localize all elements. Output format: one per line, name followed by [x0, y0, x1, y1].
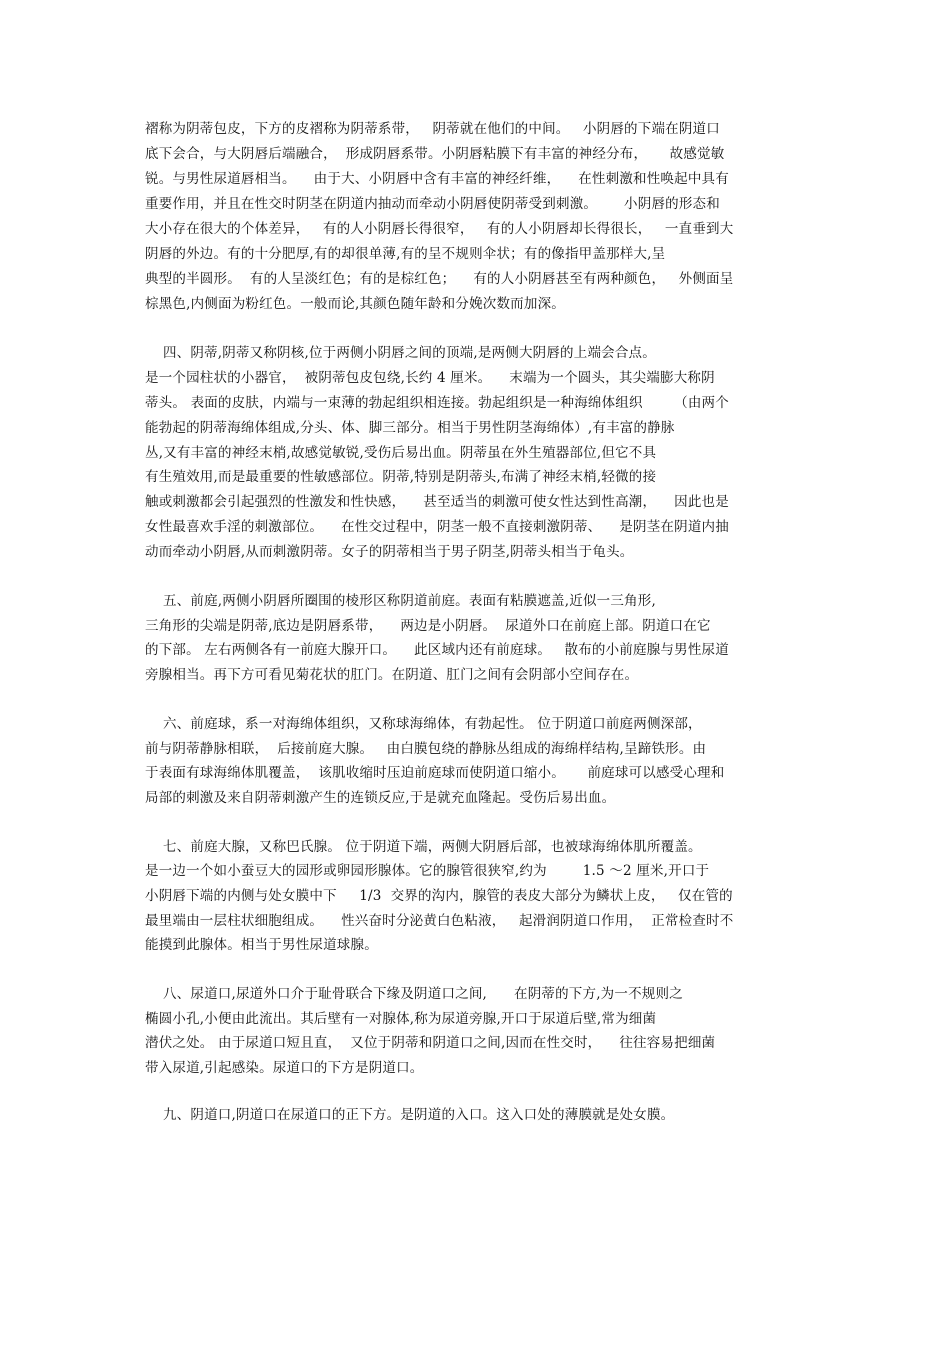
text-line: 三角形的尖端是阴蒂,底边是阴唇系带， 两边是小阴唇。 尿道外口在前庭上部。阴道口在它: [145, 618, 711, 634]
text-line: 九、阴道口,阴道口在尿道口的正下方。是阴道的入口。这入口处的薄膜就是处女膜。: [145, 1107, 675, 1123]
text-line: 阴唇的外边。有的十分肥厚,有的却很单薄,有的呈不规则伞状；有的像指甲盖那样大,呈: [145, 246, 666, 262]
text-line: 最里端由一层柱状细胞组成。 性兴奋时分泌黄白色粘液， 起滑润阴道口作用， 正常检查时不: [145, 913, 734, 929]
text-line: 的下部。 左右两侧各有一前庭大腺开口。 此区域内还有前庭球。 散布的小前庭腺与男性尿道: [145, 642, 729, 658]
text-line: 重要作用，并且在性交时阴茎在阴道内抽动而牵动小阴唇使阴蒂受到刺激。 小阴唇的形态和: [145, 196, 720, 212]
text-line: 带入尿道,引起感染。尿道口的下方是阴道口。: [145, 1060, 424, 1076]
text-line: 典型的半圆形。 有的人呈淡红色；有的是棕红色； 有的人小阴唇甚至有两种颜色， 外侧面呈: [145, 271, 734, 287]
text-line: 四、阴蒂,阴蒂又称阴核,位于两侧小阴唇之间的顶端,是两侧大阴唇的上端会合点。: [145, 345, 656, 361]
text-line: 是一个园柱状的小器官， 被阴蒂包皮包绕,长约 4 厘米。 末端为一个圆头，其尖端膨大称阴: [145, 370, 715, 386]
text-line: 七、前庭大腺，又称巴氏腺。 位于阴道下端，两侧大阴唇后部，也被球海绵体肌所覆盖。: [145, 839, 702, 855]
text-line: 褶称为阴蒂包皮，下方的皮褶称为阴蒂系带， 阴蒂就在他们的中间。 小阴唇的下端在阴道口: [145, 121, 720, 137]
text-line: 底下会合，与大阴唇后端融合， 形成阴唇系带。小阴唇粘膜下有丰富的神经分布， 故感觉敏: [145, 146, 725, 162]
text-line: 是一边一个如小蚕豆大的园形或卵园形腺体。它的腺管很狭窄,约为 1.5 ～2 厘米,开口于: [145, 863, 710, 879]
text-line: 女性最喜欢手淫的刺激部位。 在性交过程中，阴茎一般不直接刺激阴蒂、 是阴茎在阴道内抽: [145, 519, 729, 535]
text-line: 潜伏之处。 由于尿道口短且直， 又位于阴蒂和阴道口之间,因而在性交时， 往往容易把细菌: [145, 1035, 716, 1051]
text-line: 动而牵动小阴唇,从而刺激阴蒂。女子的阴蒂相当于男子阴茎,阴蒂头相当于龟头。: [145, 544, 634, 560]
text-line: 大小存在很大的个体差异， 有的人小阴唇长得很窄， 有的人小阴唇却长得很长， 一直垂到大: [145, 221, 734, 237]
text-line: 能勃起的阴蒂海绵体组成,分头、体、脚三部分。相当于男性阴茎海绵体）,有丰富的静脉: [145, 420, 675, 436]
text-line: 椭圆小孔,小便由此流出。其后壁有一对腺体,称为尿道旁腺,开口于尿道后壁,常为细菌: [145, 1011, 657, 1027]
text-line: 锐。与男性尿道唇相当。 由于大、小阴唇中含有丰富的神经纤维， 在性刺激和性唤起中具有: [145, 171, 729, 187]
text-line: 能摸到此腺体。相当于男性尿道球腺。: [145, 937, 378, 953]
text-line: 丛,又有丰富的神经末梢,故感觉敏锐,受伤后易出血。阴蒂虽在外生殖器部位,但它不具: [145, 445, 657, 461]
text-line: 八、尿道口,尿道外口介于耻骨联合下缘及阴道口之间, 在阴蒂的下方,为一不规则之: [145, 986, 683, 1002]
text-line: 旁腺相当。再下方可看见菊花状的肛门。在阴道、肛门之间有会阴部小空间存在。: [145, 667, 639, 683]
text-line: 蒂头。 表面的皮肤，内端与一束薄的勃起组织相连接。勃起组织是一种海绵体组织 （由两个: [145, 395, 729, 411]
text-line: 棕黑色,内侧面为粉红色。一般而论,其颜色随年龄和分娩次数而加深。: [145, 296, 565, 312]
text-line: 于表面有球海绵体肌覆盖， 该肌收缩时压迫前庭球而使阴道口缩小。 前庭球可以感受心理和: [145, 765, 725, 781]
text-line: 小阴唇下端的内侧与处女膜中下 1/3 交界的沟内，腺管的表皮大部分为鳞状上皮， 仅在管的: [145, 888, 733, 904]
text-line: 五、前庭,两侧小阴唇所圈围的棱形区称阴道前庭。表面有粘膜遮盖,近似一三角形,: [145, 593, 656, 609]
text-line: 局部的刺激及来自阴蒂刺激产生的连锁反应,于是就充血隆起。受伤后易出血。: [145, 790, 616, 806]
text-line: 六、前庭球，系一对海绵体组织，又称球海绵体，有勃起性。 位于阴道口前庭两侧深部，: [145, 716, 702, 732]
text-line: 前与阴蒂静脉相联， 后接前庭大腺。 由白膜包绕的静脉丛组成的海绵样结构,呈蹄铁形。由: [145, 741, 707, 757]
text-line: 有生殖效用,而是最重要的性敏感部位。阴蒂,特别是阴蒂头,布满了神经末梢,轻微的接: [145, 469, 657, 485]
text-line: 触或刺激都会引起强烈的性激发和性快感， 甚至适当的刺激可使女性达到性高潮， 因此也是: [145, 494, 729, 510]
